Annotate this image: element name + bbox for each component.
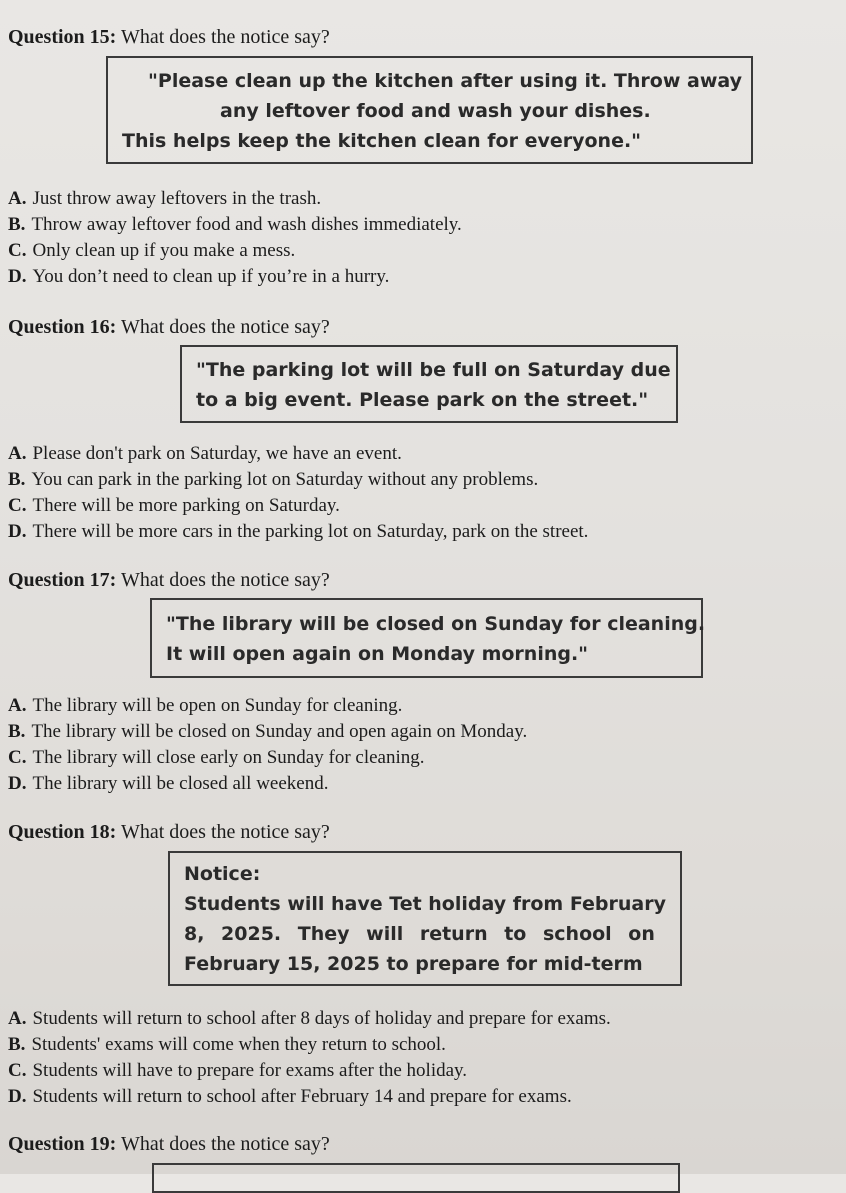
option-16-a[interactable]: A. Please don't park on Saturday, we have an event.: [8, 443, 402, 464]
notice-16-line-2: to a big event. Please park on the street.": [196, 389, 649, 411]
question-19-heading: [8, 1133, 330, 1156]
option-15-b[interactable]: B. Throw away leftover food and wash dishes immediately.: [8, 214, 462, 235]
notice-17-line-1: "The library will be closed on Sunday for cleaning.: [166, 613, 706, 635]
notice-18-line-2: 8, 2025. They will return to school on: [184, 923, 655, 945]
option-15-a[interactable]: A. Just throw away leftovers in the trash.: [8, 188, 322, 209]
question-18-label: Question 18:: [8, 821, 117, 843]
notice-17-line-2: It will open again on Monday morning.": [166, 643, 589, 665]
option-17-c[interactable]: C. The library will close early on Sunday for cleaning.: [8, 747, 425, 768]
question-17-label: Question 17:: [8, 569, 117, 591]
option-18-a[interactable]: A. Students will return to school after 8 days of holiday and prepare for exams.: [8, 1008, 611, 1029]
notice-16-line-1: "The parking lot will be full on Saturday due: [196, 359, 671, 381]
question-17-notice: [150, 598, 706, 678]
question-17-options: [8, 693, 527, 797]
notice-15-line-2: any leftover food and wash your dishes.: [220, 100, 651, 122]
question-15-prompt: What does the notice say?: [120, 26, 330, 48]
option-17-a[interactable]: A. The library will be open on Sunday for cleaning.: [8, 695, 403, 716]
question-15-notice: [106, 56, 753, 164]
option-17-b[interactable]: B. The library will be closed on Sunday and open again on Monday.: [8, 721, 528, 742]
question-19-notice: [152, 1163, 680, 1193]
option-17-d[interactable]: D. The library will be closed all weekend.: [8, 773, 329, 794]
option-18-c[interactable]: C. Students will have to prepare for exams after the holiday.: [8, 1060, 468, 1081]
question-18-options: [8, 1006, 611, 1110]
question-17-prompt: What does the notice say?: [120, 569, 330, 591]
option-16-c[interactable]: C. There will be more parking on Saturday.: [8, 495, 340, 516]
option-15-d[interactable]: D. You don’t need to clean up if you’re in a hurry.: [8, 266, 390, 287]
option-15-c[interactable]: C. Only clean up if you make a mess.: [8, 240, 296, 261]
question-16-heading: [8, 316, 330, 339]
question-18-prompt: What does the notice say?: [120, 821, 330, 843]
notice-15-line-3: This helps keep the kitchen clean for everyone.": [122, 130, 642, 152]
option-16-b[interactable]: B. You can park in the parking lot on Saturday without any problems.: [8, 469, 539, 490]
option-18-b[interactable]: B. Students' exams will come when they return to school.: [8, 1034, 446, 1055]
question-15-heading: [8, 26, 330, 49]
question-15-label: Question 15:: [8, 26, 117, 48]
question-19-prompt: What does the notice say?: [120, 1133, 330, 1155]
question-17-heading: [8, 569, 330, 592]
question-16-notice: [180, 345, 678, 423]
notice-15-line-1: "Please clean up the kitchen after using it. Throw away: [148, 70, 743, 92]
notice-18-line-1: Students will have Tet holiday from February: [184, 893, 666, 915]
question-18-heading: [8, 821, 330, 844]
question-16-prompt: What does the notice say?: [120, 316, 330, 338]
question-15-options: [8, 186, 462, 290]
question-18-notice: [168, 851, 682, 986]
notice-18-line-3: February 15, 2025 to prepare for mid-term: [184, 953, 643, 975]
option-16-d[interactable]: D. There will be more cars in the parking lot on Saturday, park on the street.: [8, 521, 589, 542]
notice-18-title: Notice:: [184, 863, 261, 885]
question-16-label: Question 16:: [8, 316, 117, 338]
option-18-d[interactable]: D. Students will return to school after February 14 and prepare for exams.: [8, 1086, 572, 1107]
question-19-label: Question 19:: [8, 1133, 117, 1155]
question-16-options: [8, 441, 588, 545]
